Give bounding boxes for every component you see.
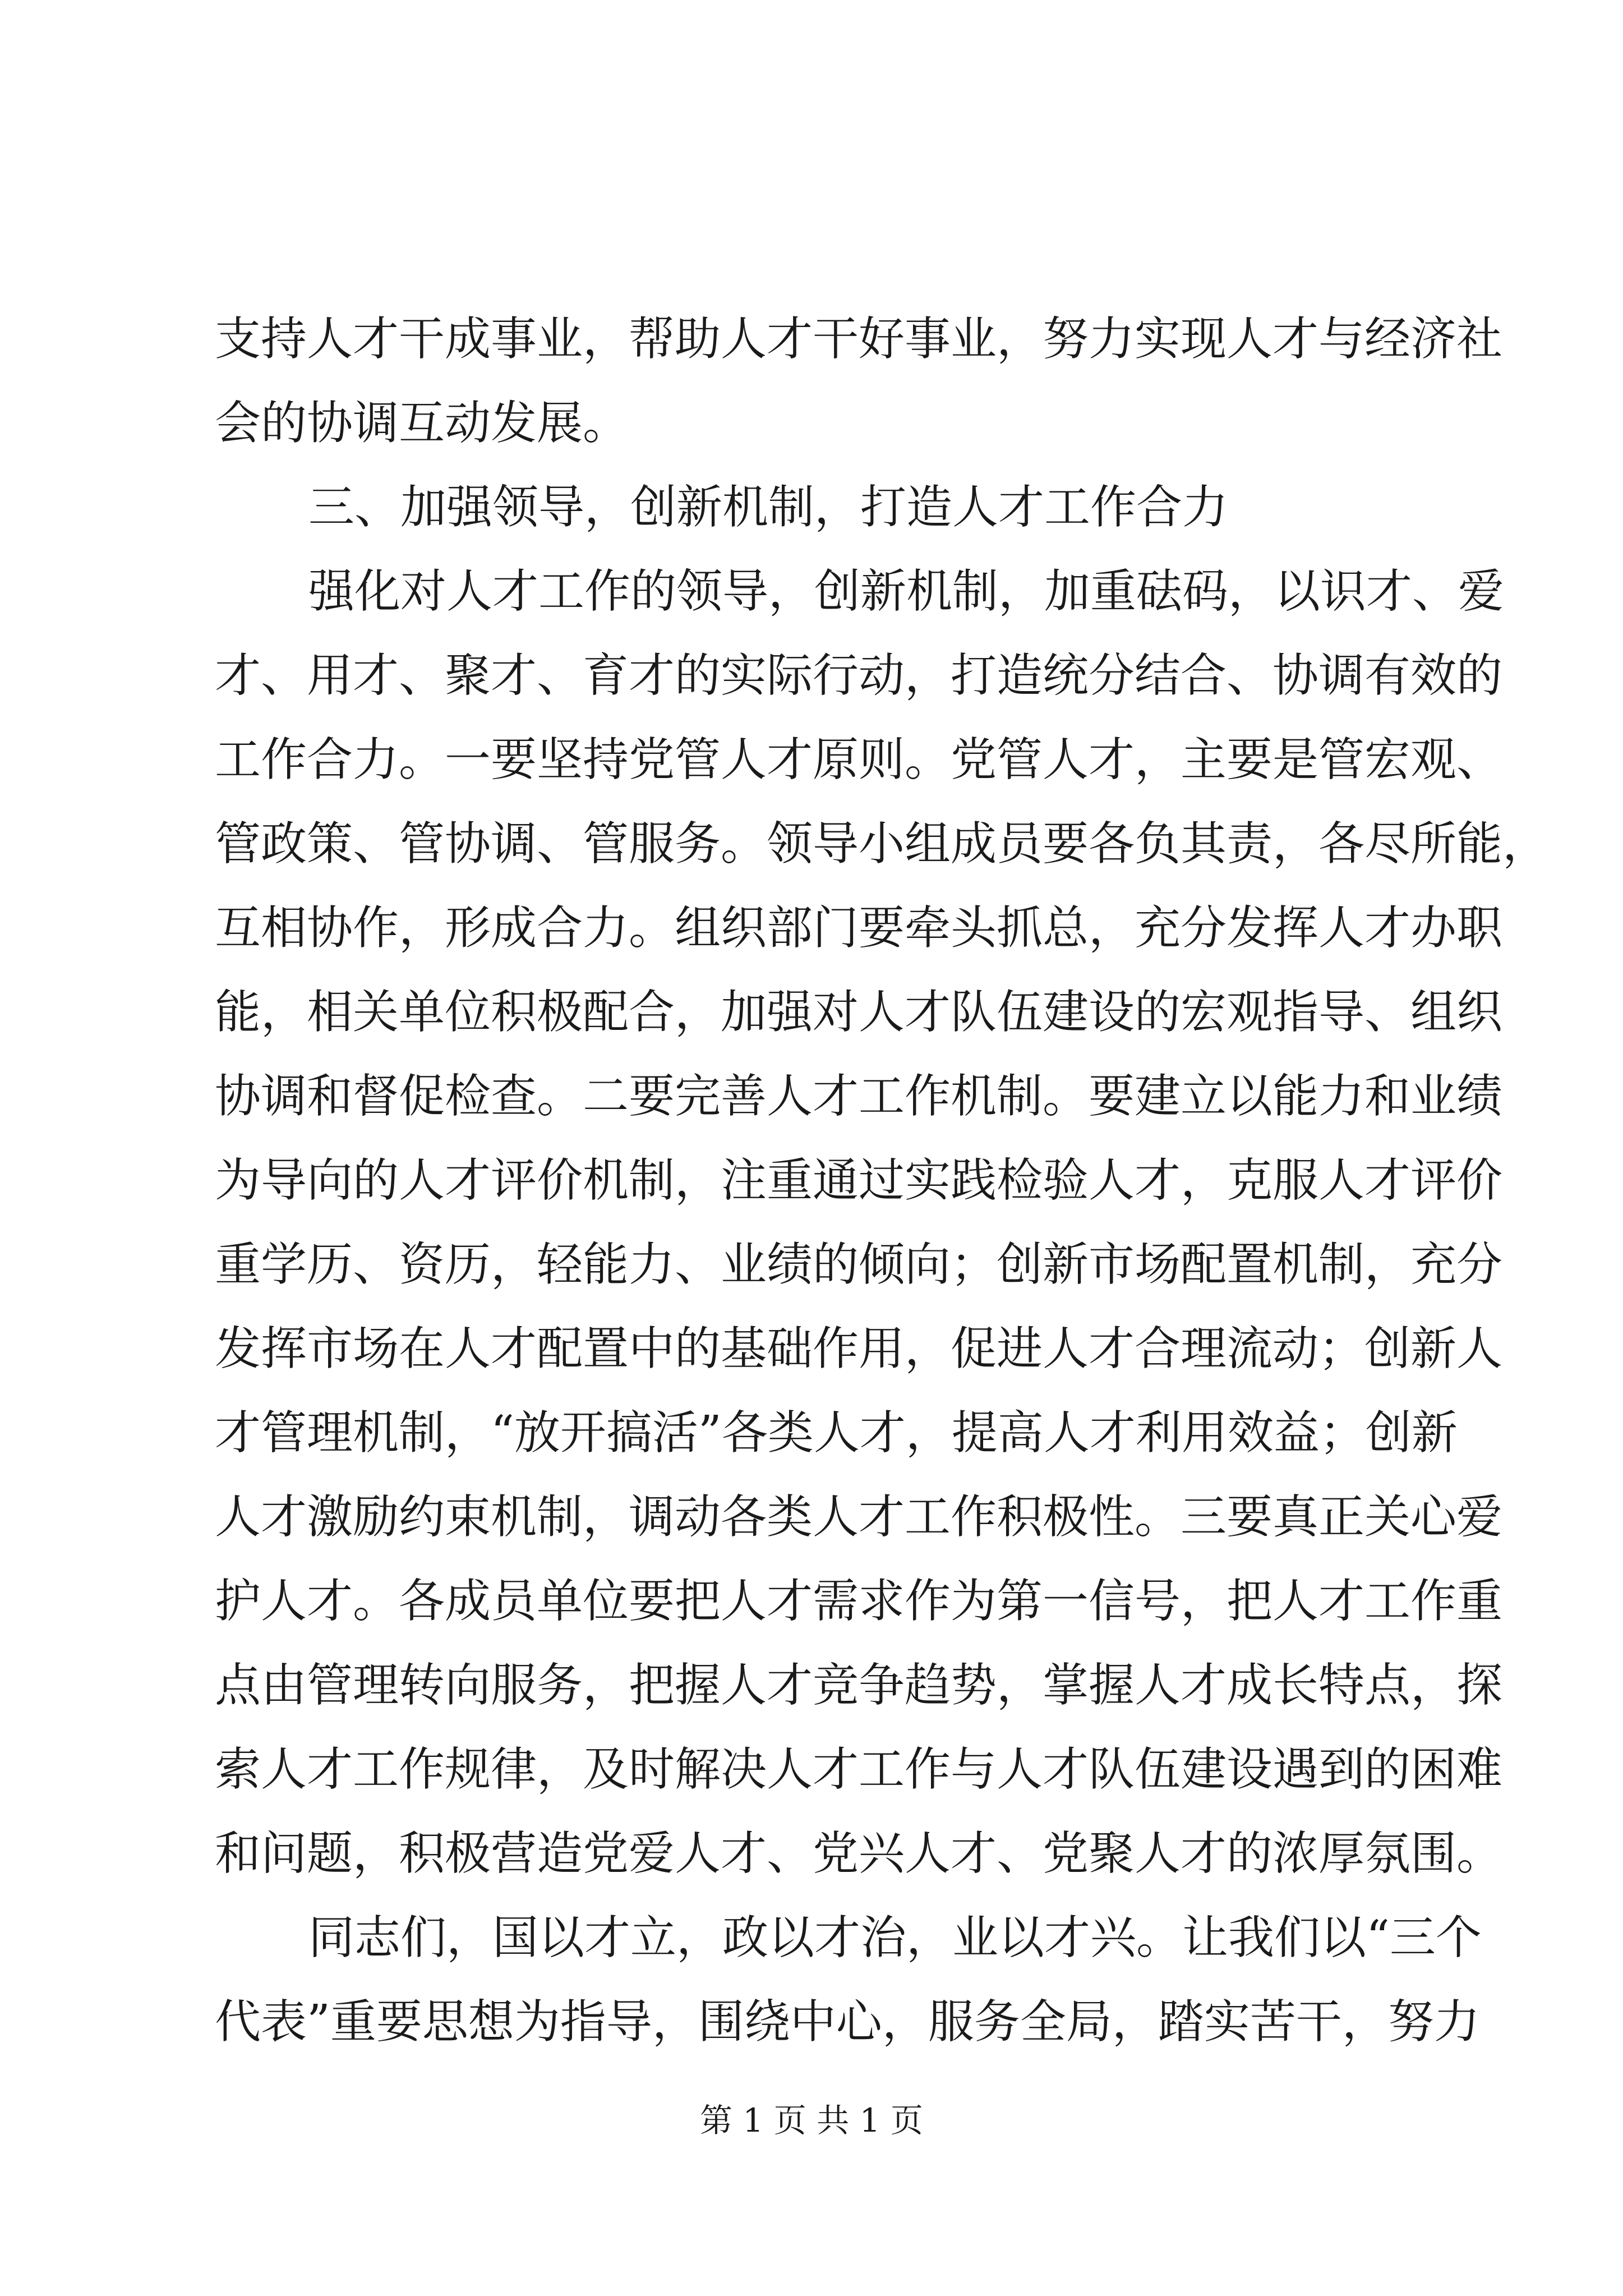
text-line	[0, 381, 1623, 466]
text-line-content: 代表”重要思想为指导，围绕中心，服务全局，踏实苦干，努力	[215, 1995, 1480, 2049]
text-line-content: 管政策、管协调、管服务。领导小组成员要各负其责，各尽所能，	[215, 817, 1549, 871]
text-line-content: 工作合力。一要坚持党管人才原则。党管人才，主要是管宏观、	[215, 733, 1503, 786]
text-line-content: 为导向的人才评价机制，注重通过实践检验人才，克服人才评价	[215, 1154, 1503, 1207]
text-line-content: 人才激励约束机制，调动各类人才工作积极性。三要真正关心爱	[215, 1490, 1503, 1544]
text-line	[0, 297, 1623, 381]
text-line	[0, 718, 1623, 802]
text-line-content: 才、用才、聚才、育才的实际行动，打造统分结合、协调有效的	[215, 649, 1503, 702]
text-line	[0, 1644, 1623, 1728]
text-line	[0, 886, 1623, 970]
section-heading-line	[0, 466, 1623, 550]
text-line	[0, 1475, 1623, 1559]
text-line	[0, 1391, 1623, 1475]
text-line-content: 能，相关单位积极配合，加强对人才队伍建设的宏观指导、组织	[215, 986, 1503, 1039]
text-line	[0, 1139, 1623, 1223]
text-line	[0, 1812, 1623, 1896]
text-line	[0, 634, 1623, 718]
text-line	[0, 1559, 1623, 1644]
text-line	[0, 550, 1623, 634]
text-line-content: 同志们，国以才立，政以才治，业以才兴。让我们以“三个	[308, 1911, 1482, 1964]
text-line-content: 护人才。各成员单位要把人才需求作为第一信号，把人才工作重	[215, 1575, 1503, 1628]
text-line-content: 互相协作，形成合力。组织部门要牵头抓总，充分发挥人才办职	[215, 901, 1503, 955]
text-line-content: 重学历、资历，轻能力、业绩的倾向；创新市场配置机制，充分	[215, 1238, 1503, 1291]
text-line-content: 会的协调互动发展。	[215, 397, 629, 450]
text-line	[0, 1896, 1623, 1980]
text-line-content: 发挥市场在人才配置中的基础作用，促进人才合理流动；创新人	[215, 1322, 1503, 1375]
text-line-content: 协调和督促检查。二要完善人才工作机制。要建立以能力和业绩	[215, 1070, 1503, 1123]
text-line-content: 和问题，积极营造党爱人才、党兴人才、党聚人才的浓厚氛围。	[215, 1827, 1503, 1880]
text-line-content: 强化对人才工作的领导，创新机制，加重砝码，以识才、爱	[308, 565, 1505, 618]
text-line	[0, 1307, 1623, 1391]
text-line-content: 支持人才干成事业，帮助人才干好事业，努力实现人才与经济社	[215, 312, 1503, 366]
text-line-content: 索人才工作规律，及时解决人才工作与人才队伍建设遇到的困难	[215, 1743, 1503, 1796]
text-line	[0, 970, 1623, 1055]
page-number-footer: 第 1 页 共 1 页	[700, 2101, 923, 2139]
text-line-content: 点由管理转向服务，把握人才竞争趋势，掌握人才成长特点，探	[215, 1659, 1503, 1712]
section-heading: 三、加强领导，创新机制，打造人才工作合力	[308, 481, 1229, 534]
text-line-content: 才管理机制，“放开搞活”各类人才，提高人才利用效益；创新	[215, 1406, 1458, 1460]
text-line	[0, 1980, 1623, 2064]
text-line	[0, 1728, 1623, 1812]
text-line	[0, 802, 1623, 886]
text-line	[0, 1055, 1623, 1139]
text-line	[0, 1223, 1623, 1307]
